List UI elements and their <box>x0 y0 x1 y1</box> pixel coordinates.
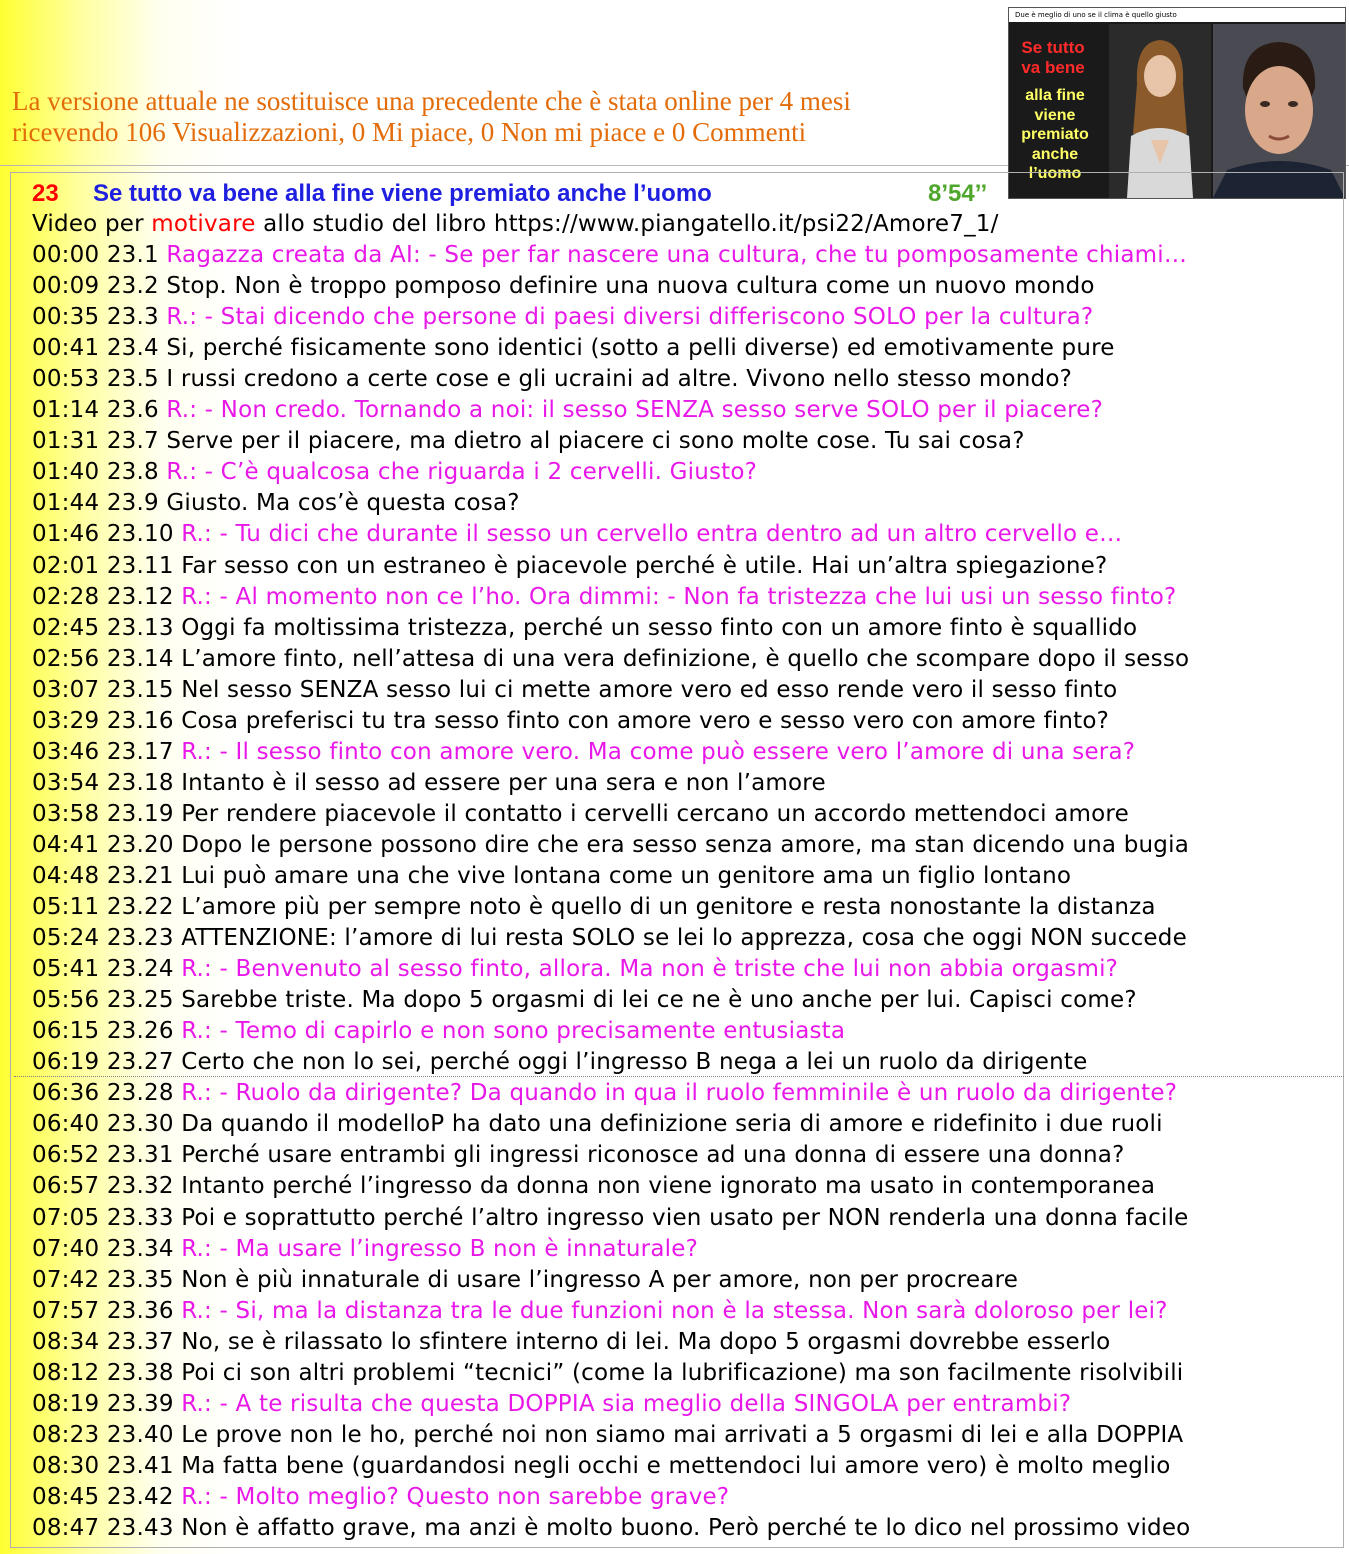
timestamp: 07:57 <box>32 1297 100 1324</box>
transcript-line <box>32 706 1332 737</box>
timestamp: 02:56 <box>32 645 100 672</box>
thumbnail-caption-top <box>1009 38 1097 78</box>
episode-title: Se tutto va bene alla fine viene premiato anche l’uomo <box>93 180 712 207</box>
line-number: 23.41 <box>106 1452 174 1479</box>
timestamp: 05:56 <box>32 987 100 1014</box>
answer-text: I russi credono a certe cose e gli ucraini ad altre. Vivono nello stesso mondo? <box>166 366 1073 393</box>
answer-text: Giusto. Ma cos’è questa cosa? <box>166 490 520 517</box>
question-text: R.: - Temo di capirlo e non sono precisamente entusiasta <box>181 1018 846 1045</box>
question-text: R.: - Non credo. Tornando a noi: il sesso SENZA sesso serve SOLO per il piacere? <box>166 397 1104 424</box>
transcript-line <box>32 1451 1332 1482</box>
timestamp: 08:47 <box>32 1514 100 1541</box>
timestamp: 03:46 <box>32 738 100 765</box>
thumbnail-caption-top-line: va bene <box>1021 58 1085 77</box>
timestamp: 07:05 <box>32 1204 100 1231</box>
transcript-line <box>32 1047 1332 1078</box>
timestamp: 01:14 <box>32 397 100 424</box>
line-number: 23.7 <box>106 428 159 455</box>
line-number: 23.8 <box>106 459 159 486</box>
question-text: R.: - A te risulta che questa DOPPIA sia meglio della SINGOLA per entrambi? <box>181 1390 1072 1417</box>
intro-after: allo studio del libro https://www.piangatello.it/psi22/Amore7_1/ <box>255 211 999 237</box>
line-number: 23.10 <box>106 521 174 548</box>
timestamp: 05:41 <box>32 956 100 983</box>
transcript-line <box>32 1389 1332 1420</box>
line-number: 23.34 <box>106 1235 174 1262</box>
transcript-line <box>32 737 1332 768</box>
timestamp: 00:41 <box>32 335 100 362</box>
line-number: 23.16 <box>106 707 174 734</box>
answer-text: Non è più innaturale di usare l’ingresso A per amore, non per procreare <box>181 1266 1019 1293</box>
timestamp: 02:28 <box>32 583 100 610</box>
timestamp: 01:46 <box>32 521 100 548</box>
intro-before: Video per <box>32 211 152 237</box>
answer-text: Intanto perché l’ingresso da donna non viene ignorato ma usato in contemporanea <box>181 1173 1156 1200</box>
version-notice-line-1: La versione attuale ne sostituisce una precedente che è stata online per 4 mesi <box>12 86 851 116</box>
transcript-line <box>32 1140 1332 1171</box>
intro-line <box>32 209 1332 240</box>
timestamp: 03:54 <box>32 769 100 796</box>
thumbnail-caption-bottom-line: l’uomo <box>1028 165 1082 182</box>
line-number: 23.42 <box>106 1483 174 1510</box>
line-number: 23.21 <box>106 862 174 889</box>
question-text: R.: - Si, ma la distanza tra le due funzioni non è la stessa. Non sarà doloroso per lei? <box>181 1297 1168 1324</box>
line-number: 23.35 <box>106 1266 174 1293</box>
episode-number: 23 <box>32 180 59 207</box>
timestamp: 00:35 <box>32 304 100 331</box>
timestamp: 06:40 <box>32 1111 100 1138</box>
transcript-line <box>32 613 1332 644</box>
timestamp: 03:07 <box>32 676 100 703</box>
timestamp: 03:29 <box>32 707 100 734</box>
answer-text: Sarebbe triste. Ma dopo 5 orgasmi di lei ce ne è uno anche per lui. Capisci come? <box>181 987 1137 1014</box>
line-number: 23.24 <box>106 956 174 983</box>
timestamp: 08:23 <box>32 1421 100 1448</box>
timestamp: 04:41 <box>32 831 100 858</box>
line-number: 23.27 <box>106 1049 174 1076</box>
intro-highlight: motivare <box>151 211 256 237</box>
line-number: 23.12 <box>106 583 174 610</box>
thumbnail-caption-bottom-line: anche <box>1031 145 1079 163</box>
transcript-line <box>32 582 1332 613</box>
timestamp: 08:19 <box>32 1390 100 1417</box>
line-number: 23.20 <box>106 831 174 858</box>
timestamp: 08:45 <box>32 1483 100 1510</box>
timestamp: 03:58 <box>32 800 100 827</box>
timestamp: 08:30 <box>32 1452 100 1479</box>
transcript-line <box>32 1482 1332 1513</box>
answer-text: Le prove non le ho, perché noi non siamo mai arrivati a 5 orgasmi di lei e alla DOPPIA <box>181 1421 1184 1448</box>
thumbnail-caption-bottom-line: viene <box>1034 106 1076 124</box>
transcript-line <box>32 1265 1332 1296</box>
line-number: 23.1 <box>106 242 159 269</box>
transcript-line <box>32 861 1332 892</box>
timestamp: 07:40 <box>32 1235 100 1262</box>
line-number: 23.28 <box>106 1080 174 1107</box>
answer-text: Lui può amare una che vive lontana come un genitore ama un figlio lontano <box>181 862 1072 889</box>
answer-text: Non è affatto grave, ma anzi è molto buono. Però perché te lo dico nel prossimo video <box>181 1514 1191 1541</box>
timestamp: 07:42 <box>32 1266 100 1293</box>
line-number: 23.30 <box>106 1111 174 1138</box>
transcript-line <box>32 799 1332 830</box>
answer-text: Ma fatta bene (guardandosi negli occhi e mettendoci lui amore vero) è molto meglio <box>181 1452 1171 1479</box>
transcript-line <box>32 426 1332 457</box>
transcript-line <box>32 1078 1332 1109</box>
answer-text: Cosa preferisci tu tra sesso finto con amore vero e sesso vero con amore finto? <box>181 707 1110 734</box>
line-number: 23.5 <box>106 366 159 393</box>
line-number: 23.4 <box>106 335 159 362</box>
timestamp: 06:57 <box>32 1173 100 1200</box>
line-number: 23.39 <box>106 1390 174 1417</box>
transcript-line <box>32 1016 1332 1047</box>
timestamp: 01:44 <box>32 490 100 517</box>
line-number: 23.23 <box>106 925 174 952</box>
answer-text: Per rendere piacevole il contatto i cervelli cercano un accordo mettendoci amore <box>181 800 1129 827</box>
answer-text: Si, perché fisicamente sono identici (sotto a pelli diverse) ed emotivamente pure <box>166 335 1115 362</box>
timestamp: 00:00 <box>32 242 100 269</box>
question-text: R.: - Ma usare l’ingresso B non è innaturale? <box>181 1235 698 1262</box>
line-number: 23.43 <box>106 1514 174 1541</box>
transcript-line <box>32 985 1332 1016</box>
timestamp: 00:09 <box>32 273 100 300</box>
timestamp: 05:24 <box>32 925 100 952</box>
transcript-line <box>32 1358 1332 1389</box>
timestamp: 08:12 <box>32 1359 100 1386</box>
line-number: 23.22 <box>106 894 174 921</box>
line-number: 23.14 <box>106 645 174 672</box>
line-number: 23.31 <box>106 1142 174 1169</box>
version-notice-line-2: ricevendo 106 Visualizzazioni, 0 Mi piace, 0 Non mi piace e 0 Commenti <box>12 117 807 147</box>
line-number: 23.19 <box>106 800 174 827</box>
timestamp: 06:52 <box>32 1142 100 1169</box>
transcript-line <box>32 1171 1332 1202</box>
video-thumbnail[interactable] <box>1008 7 1346 199</box>
answer-text: Stop. Non è troppo pomposo definire una nuova cultura come un nuovo mondo <box>166 273 1095 300</box>
line-number: 23.3 <box>106 304 159 331</box>
line-number: 23.25 <box>106 987 174 1014</box>
answer-text: Oggi fa moltissima tristezza, perché un sesso finto con un amore finto è squallido <box>181 614 1138 641</box>
episode-duration: 8’54’’ <box>928 180 988 207</box>
transcript-line <box>32 954 1332 985</box>
timestamp: 02:45 <box>32 614 100 641</box>
answer-text: L’amore più per sempre noto è quello di un genitore e resta nonostante la distanza <box>181 894 1156 921</box>
timestamp: 02:01 <box>32 552 100 579</box>
transcript-line <box>32 1234 1332 1265</box>
timestamp: 05:11 <box>32 894 100 921</box>
line-number: 23.40 <box>106 1421 174 1448</box>
timestamp: 01:31 <box>32 428 100 455</box>
line-number: 23.13 <box>106 614 174 641</box>
answer-text: Far sesso con un estraneo è piacevole perché è utile. Hai un’altra spiegazione? <box>181 552 1108 579</box>
transcript-line <box>32 364 1332 395</box>
question-text: R.: - Molto meglio? Questo non sarebbe grave? <box>181 1483 730 1510</box>
line-number: 23.37 <box>106 1328 174 1355</box>
line-number: 23.6 <box>106 397 159 424</box>
answer-text: Poi e soprattutto perché l’altro ingresso vien usato per NON renderla una donna facile <box>181 1204 1189 1231</box>
answer-text: Nel sesso SENZA sesso lui ci mette amore vero ed esso rende vero il sesso finto <box>181 676 1118 703</box>
transcript-line <box>32 1420 1332 1451</box>
thumbnail-caption-bottom-line: alla fine <box>1025 87 1085 104</box>
line-number: 23.17 <box>106 738 174 765</box>
transcript-line <box>32 457 1332 488</box>
transcript-line <box>32 395 1332 426</box>
question-text: Ragazza creata da AI: - Se per far nascere una cultura, che tu pomposamente chiami… <box>166 242 1188 269</box>
transcript-line <box>32 644 1332 675</box>
transcript-line <box>32 1327 1332 1358</box>
question-text: R.: - Al momento non ce l’ho. Ora dimmi: - Non fa tristezza che lui usi un sesso finto? <box>181 583 1177 610</box>
answer-text: L’amore finto, nell’attesa di una vera definizione, è quello che scompare dopo il sesso <box>181 645 1190 672</box>
question-text: R.: - Ruolo da dirigente? Da quando in qua il ruolo femminile è un ruolo da dirigente? <box>181 1080 1178 1107</box>
answer-text: Perché usare entrambi gli ingressi riconosce ad una donna di essere una donna? <box>181 1142 1125 1169</box>
question-text: R.: - Benvenuto al sesso finto, allora. Ma non è triste che lui non abbia orgasmi? <box>181 956 1119 983</box>
thumbnail-caption-bottom <box>1009 86 1101 184</box>
line-number: 23.38 <box>106 1359 174 1386</box>
line-number: 23.33 <box>106 1204 174 1231</box>
question-text: R.: - Il sesso finto con amore vero. Ma come può essere vero l’amore di una sera? <box>181 738 1136 765</box>
answer-text: ATTENZIONE: l’amore di lui resta SOLO se lei lo apprezza, cosa che oggi NON succede <box>181 925 1187 952</box>
line-number: 23.15 <box>106 676 174 703</box>
thumbnail-caption-bottom-line: premiato <box>1021 126 1089 143</box>
transcript-line <box>32 302 1332 333</box>
transcript-line <box>32 488 1332 519</box>
transcript-line <box>32 892 1332 923</box>
timestamp: 04:48 <box>32 862 100 889</box>
timestamp: 06:36 <box>32 1080 100 1107</box>
line-number: 23.9 <box>106 490 159 517</box>
transcript-line <box>32 675 1332 706</box>
transcript-line <box>32 1203 1332 1234</box>
question-text: R.: - Tu dici che durante il sesso un cervello entra dentro ad un altro cervello e… <box>181 521 1123 548</box>
line-number: 23.2 <box>106 273 159 300</box>
timestamp: 01:40 <box>32 459 100 486</box>
transcript <box>32 209 1332 1544</box>
answer-text: No, se è rilassato lo sfintere interno di lei. Ma dopo 5 orgasmi dovrebbe esserlo <box>181 1328 1111 1355</box>
transcript-line <box>32 1109 1332 1140</box>
line-number: 23.32 <box>106 1173 174 1200</box>
transcript-line <box>32 1296 1332 1327</box>
line-number: 23.36 <box>106 1297 174 1324</box>
answer-text: Intanto è il sesso ad essere per una sera e non l’amore <box>181 769 826 796</box>
transcript-line <box>32 551 1332 582</box>
timestamp: 06:19 <box>32 1049 100 1076</box>
question-text: R.: - C’è qualcosa che riguarda i 2 cervelli. Giusto? <box>166 459 758 486</box>
version-notice <box>12 86 1012 148</box>
line-number: 23.26 <box>106 1018 174 1045</box>
line-number: 23.11 <box>106 552 174 579</box>
line-number: 23.18 <box>106 769 174 796</box>
transcript-line <box>32 333 1332 364</box>
transcript-line <box>32 519 1332 550</box>
transcript-line <box>32 923 1332 954</box>
timestamp: 00:53 <box>32 366 100 393</box>
answer-text: Certo che non lo sei, perché oggi l’ingresso B nega a lei un ruolo da dirigente <box>181 1049 1088 1076</box>
thumbnail-strip-text: Due è meglio di uno se il clima è quello giusto <box>1009 8 1345 22</box>
answer-text: Serve per il piacere, ma dietro al piacere ci sono molte cose. Tu sai cosa? <box>166 428 1025 455</box>
transcript-line <box>32 830 1332 861</box>
transcript-line <box>32 240 1332 271</box>
timestamp: 08:34 <box>32 1328 100 1355</box>
transcript-line <box>32 271 1332 302</box>
question-text: R.: - Stai dicendo che persone di paesi diversi differiscono SOLO per la cultura? <box>166 304 1094 331</box>
answer-text: Dopo le persone possono dire che era sesso senza amore, ma stan dicendo una bugia <box>181 831 1189 858</box>
transcript-line <box>32 768 1332 799</box>
answer-text: Da quando il modelloP ha dato una definizione seria di amore e ridefinito i due ruoli <box>181 1111 1163 1138</box>
transcript-line <box>32 1513 1332 1544</box>
answer-text: Poi ci son altri problemi “tecnici” (come la lubrificazione) ma son facilmente risolvibili <box>181 1359 1184 1386</box>
episode-header <box>32 178 1032 209</box>
timestamp: 06:15 <box>32 1018 100 1045</box>
thumbnail-caption-top-line: Se tutto <box>1021 38 1085 57</box>
